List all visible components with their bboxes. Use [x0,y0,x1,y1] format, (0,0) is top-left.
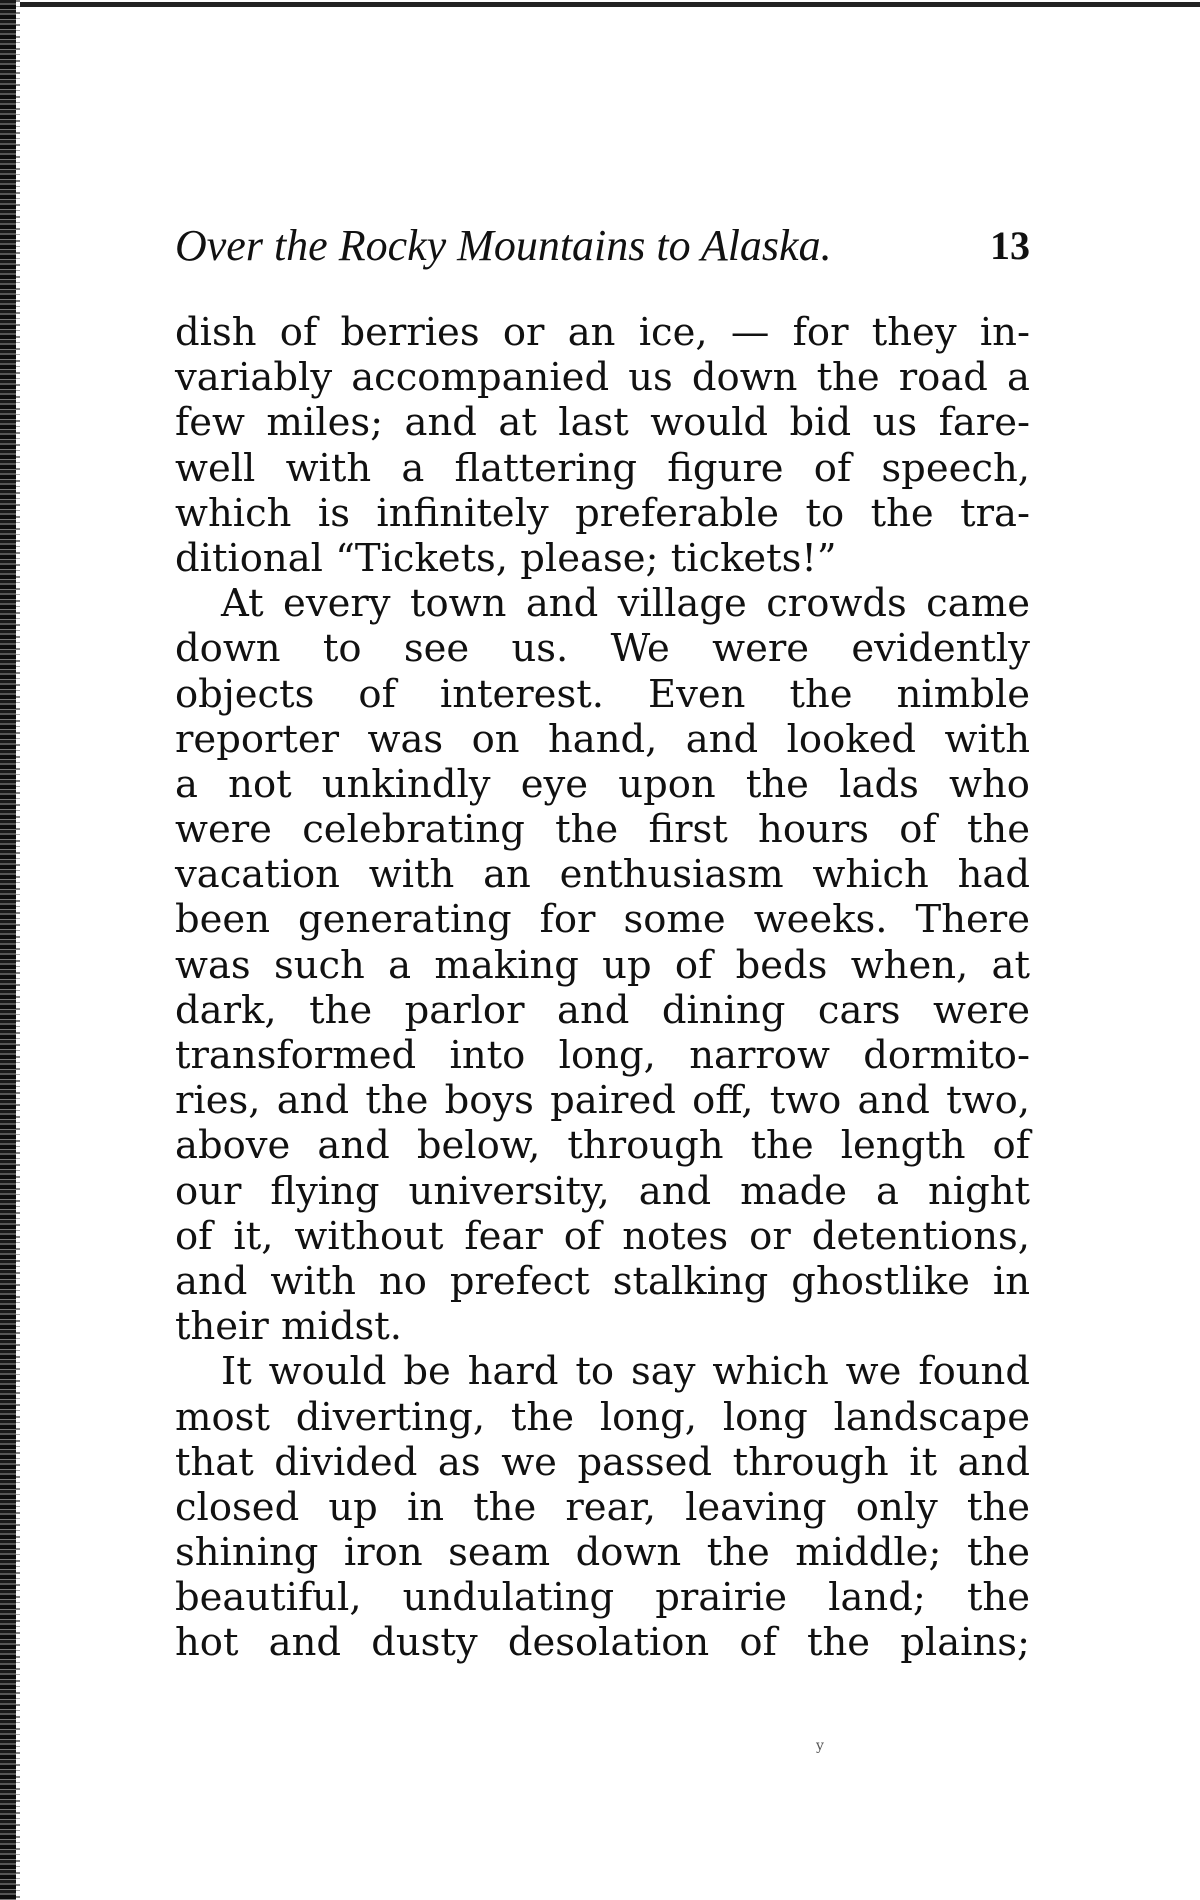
stray-mark: y [816,1738,824,1754]
text-line: dish of berries or an ice, — for they in- [175,310,1030,355]
text-line: It would be hard to say which we found [221,1349,1030,1395]
text-line: that divided as we passed through it and [175,1439,1030,1485]
binding-edge [0,0,16,1900]
text-line: At every town and village crowds came [221,581,1030,627]
top-edge-rule [20,2,1200,7]
text-line: well with a flattering figure of speech, [175,445,1030,491]
text-line: their midst. [175,1304,402,1350]
text-line: and with no prefect stalking ghostlike in [175,1258,1030,1304]
text-line: of it, without fear of notes or detentions, [175,1213,1030,1259]
text-line: few miles; and at last would bid us fare- [175,400,1030,446]
text-line: reporter was on hand, and looked with [175,716,1030,762]
running-title: Over the Rocky Mountains to Alaska. [175,221,832,270]
text-line: shining iron seam down the middle; the [175,1530,1030,1576]
text-line: variably accompanied us down the road a [175,355,1030,401]
running-header [175,218,1030,274]
text-line: most diverting, the long, long landscape [175,1394,1030,1440]
text-line: our flying university, and made a night [175,1168,1030,1214]
text-line: a not unkindly eye upon the lads who [175,761,1030,807]
text-line: were celebrating the first hours of the [175,807,1030,853]
body-text [175,310,1030,1666]
text-line: dark, the parlor and dining cars were [175,987,1030,1033]
text-line: hot and dusty desolation of the plains; [175,1620,1030,1666]
text-line: which is infinitely preferable to the tra- [175,490,1030,536]
text-line: ries, and the boys paired off, two and two, [175,1078,1030,1124]
text-line: was such a making up of beds when, at [175,942,1030,988]
text-line: beautiful, undulating prairie land; the [175,1575,1030,1621]
text-line: vacation with an enthusiasm which had [175,852,1030,898]
text-line: closed up in the rear, leaving only the [175,1484,1030,1530]
binding-edge-shadow [16,0,20,1900]
text-line: down to see us. We were evidently [175,626,1030,672]
text-line: ditional “Tickets, please; tickets!” [175,535,837,581]
text-line: above and below, through the length of [175,1123,1030,1169]
text-line: transformed into long, narrow dormito- [175,1033,1030,1078]
text-line: been generating for some weeks. There [175,897,1030,943]
page-number: 13 [990,223,1030,268]
text-line: objects of interest. Even the nimble [175,671,1030,717]
